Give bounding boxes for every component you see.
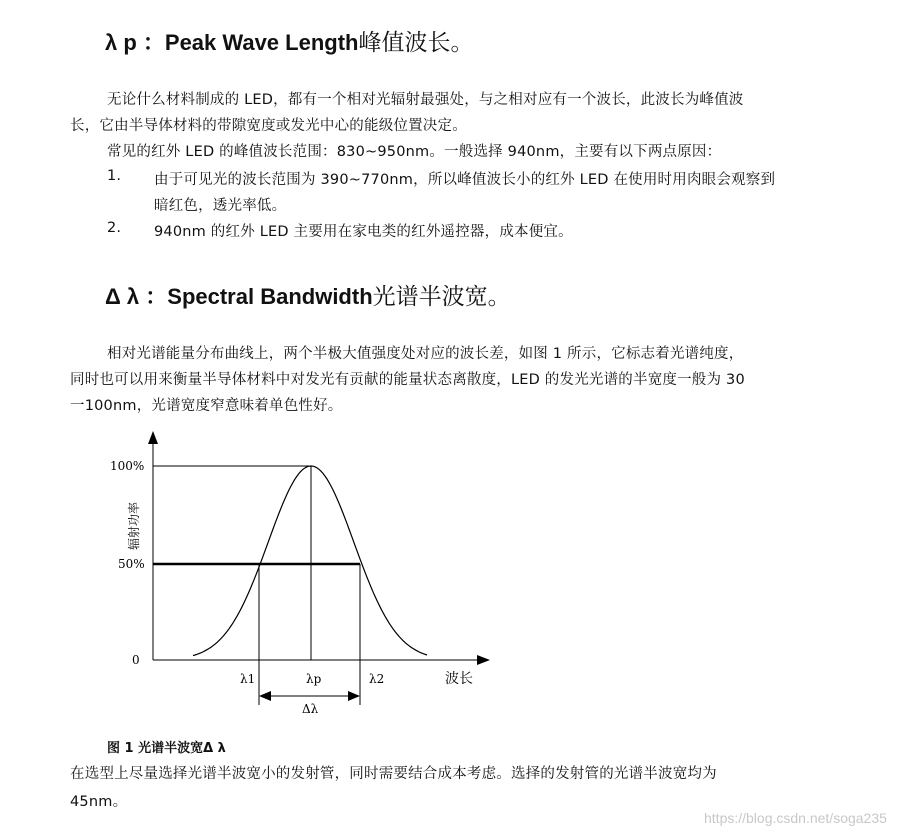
- list-number: 1.: [107, 168, 122, 184]
- figure-caption: 图 1 光谱半波宽Δ λ: [107, 741, 226, 756]
- delta-arrow-left: [259, 691, 271, 701]
- list-number: 2.: [107, 220, 122, 236]
- para-line: 同时也可以用来衡量半导体材料中对发光有贡献的能量状态离散度，LED 的发光光谱的半宽度一般为 30: [70, 372, 745, 388]
- para-line: 在选型上尽量选择光谱半波宽小的发射管，同时需要结合成本考虑。选择的发射管的光谱半波宽均为: [70, 766, 717, 782]
- para-line: 无论什么材料制成的 LED，都有一个相对光辐射最强处，与之相对应有一个波长，此波长为峰值波: [107, 92, 744, 108]
- heading-en: λ p ：Peak Wave Length: [105, 30, 359, 55]
- heading-en: Δ λ ：Spectral Bandwidth: [105, 284, 373, 309]
- label-lambdap: λp: [306, 672, 322, 686]
- ytick-100: 100%: [110, 459, 145, 473]
- label-lambda1: λ1: [240, 672, 256, 686]
- ytick-0: 0: [132, 653, 140, 667]
- heading-cn: 峰值波长。: [358, 30, 474, 56]
- spectral-curve: [193, 466, 427, 656]
- label-lambda2: λ2: [369, 672, 385, 686]
- para-line: 一100nm，光谱宽度窄意味着单色性好。: [70, 398, 343, 414]
- x-axis-arrow: [477, 655, 490, 665]
- list-item: 940nm 的红外 LED 主要用在家电类的红外遥控器，成本便宜。: [154, 224, 573, 240]
- heading-cn: 光谱半波宽。: [372, 284, 511, 310]
- label-delta-lambda: Δλ: [302, 702, 319, 716]
- y-axis-arrow: [148, 431, 158, 444]
- para-line: 长，它由半导体材料的带隙宽度或发光中心的能级位置决定。: [70, 118, 467, 134]
- x-axis-label: 波长: [445, 671, 473, 687]
- para-line: 相对光谱能量分布曲线上，两个半极大值强度处对应的波长差，如图 1 所示，它标志着光谱纯度，: [107, 346, 744, 362]
- para-line: 45nm。: [70, 794, 128, 810]
- y-axis-label: 辐射功率: [127, 501, 141, 550]
- ytick-50: 50%: [118, 557, 145, 571]
- delta-arrow-right: [348, 691, 360, 701]
- watermark: https://blog.csdn.net/soga235: [704, 810, 887, 826]
- list-item: 暗红色，透光率低。: [154, 198, 287, 214]
- list-item: 由于可见光的波长范围为 390~770nm，所以峰值波长小的红外 LED 在使用时用肉眼会观察到: [154, 172, 776, 188]
- para-line: 常见的红外 LED 的峰值波长范围：830~950nm。一般选择 940nm，主要有以下两点原因：: [107, 144, 722, 160]
